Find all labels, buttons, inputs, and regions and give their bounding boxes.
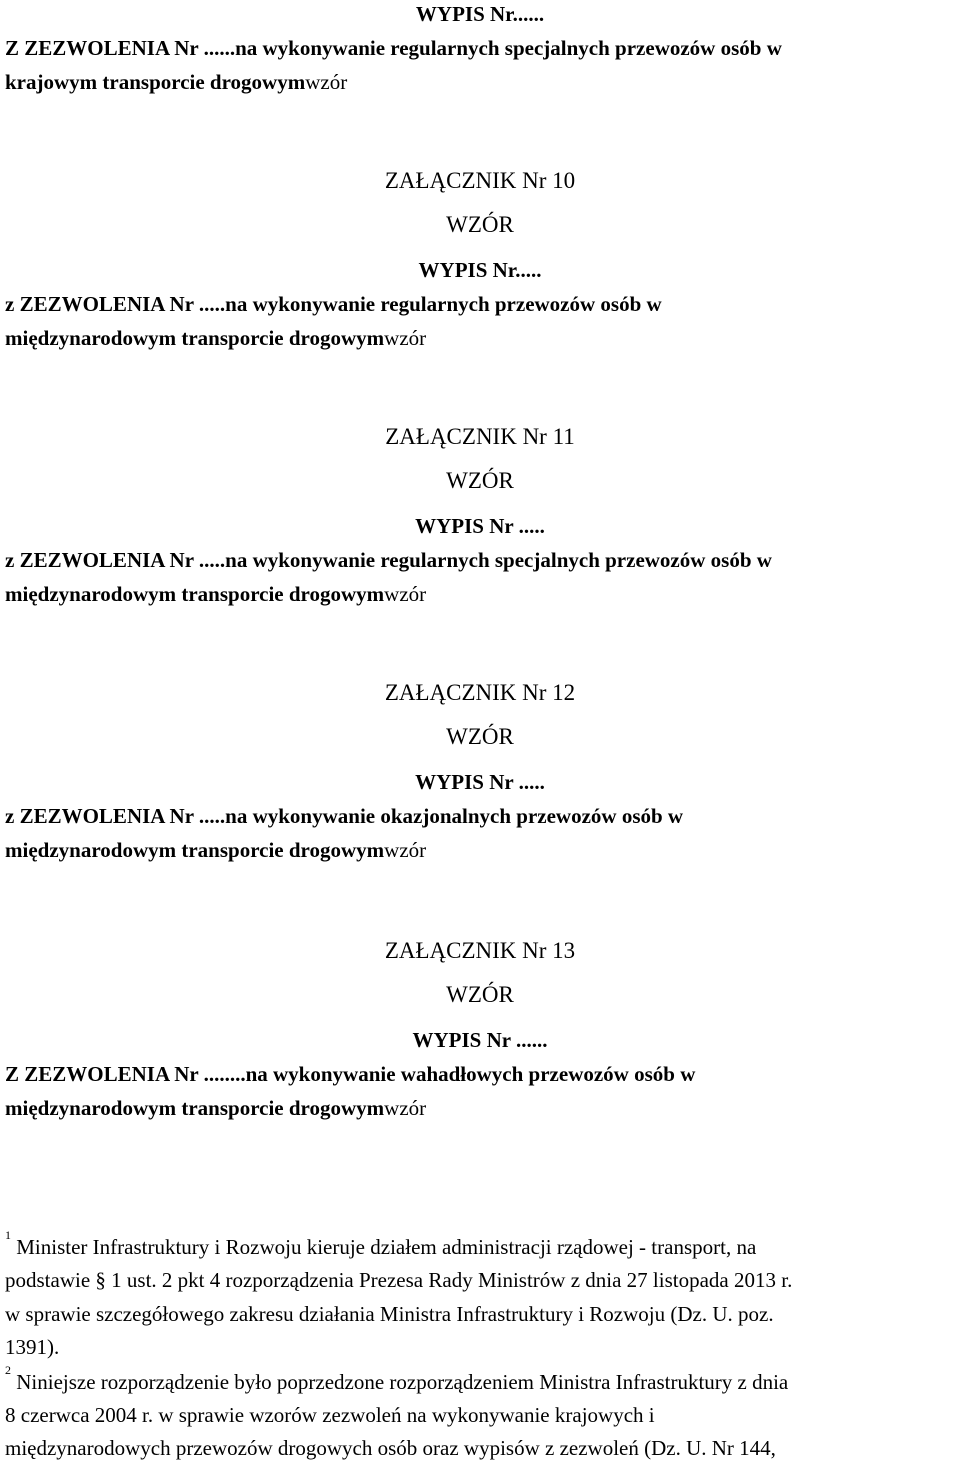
footnote-2-marker: 2 xyxy=(5,1363,11,1377)
zezwolenia-heading: z ZEZWOLENIA Nr .....na wykonywanie okazjonalnych przewozów osób w xyxy=(5,804,684,828)
zalacznik-title: ZAŁĄCZNIK Nr 11 xyxy=(385,424,575,449)
transport-text: międzynarodowym transporcie drogowym xyxy=(5,582,385,606)
wzor-label: wzór xyxy=(384,326,427,350)
footnote-1-line: w sprawie szczegółowego zakresu działania Ministra Infrastruktury i Rozwoju (Dz. U. poz. xyxy=(5,1302,774,1326)
footnote-1-text: Minister Infrastruktury i Rozwoju kieruje działem administracji rządowej - transport, na xyxy=(16,1235,757,1259)
zezwolenia-heading: Z ZEZWOLENIA Nr ......na wykonywanie regularnych specjalnych przewozów osób w xyxy=(5,36,782,60)
wzor-label: wzór xyxy=(384,838,427,862)
transport-text: międzynarodowym transporcie drogowym xyxy=(5,326,385,350)
wzor-label: wzór xyxy=(384,582,427,606)
zalacznik-title: ZAŁĄCZNIK Nr 12 xyxy=(384,680,576,705)
wzor-title: WZÓR xyxy=(446,468,514,493)
transport-line xyxy=(5,836,956,864)
zezwolenia-heading: z ZEZWOLENIA Nr .....na wykonywanie regularnych specjalnych przewozów osób w xyxy=(5,548,772,572)
footnote-1-marker: 1 xyxy=(5,1228,11,1242)
footnote-1-line xyxy=(5,1228,956,1261)
footnote-2-line: 8 czerwca 2004 r. w sprawie wzorów zezwoleń na wykonywanie krajowych i xyxy=(5,1403,655,1427)
transport-line xyxy=(5,1094,956,1122)
footnote-2-line xyxy=(5,1363,956,1396)
transport-line xyxy=(5,324,956,352)
wypis-heading: WYPIS Nr ...... xyxy=(412,1028,548,1052)
zalacznik-title: ZAŁĄCZNIK Nr 10 xyxy=(384,168,576,193)
wzor-title: WZÓR xyxy=(446,982,514,1007)
footnote-2-text: Niniejsze rozporządzenie było poprzedzone rozporządzeniem Ministra Infrastruktury z dnia xyxy=(16,1370,789,1394)
zezwolenia-heading: z ZEZWOLENIA Nr .....na wykonywanie regularnych przewozów osób w xyxy=(5,292,662,316)
transport-text: krajowym transporcie drogowym xyxy=(5,70,306,94)
zezwolenia-heading: Z ZEZWOLENIA Nr ........na wykonywanie wahadłowych przewozów osób w xyxy=(5,1062,696,1086)
transport-line xyxy=(5,68,956,96)
wzor-title: WZÓR xyxy=(446,212,514,237)
footnote-1-line: podstawie § 1 ust. 2 pkt 4 rozporządzenia Prezesa Rady Ministrów z dnia 27 listopada 2013 r. xyxy=(5,1268,793,1292)
wzor-label: wzór xyxy=(305,70,348,94)
wypis-heading: WYPIS Nr...... xyxy=(415,2,545,26)
transport-text: międzynarodowym transporcie drogowym xyxy=(5,838,385,862)
transport-line xyxy=(5,580,956,608)
transport-text: międzynarodowym transporcie drogowym xyxy=(5,1096,385,1120)
zalacznik-title: ZAŁĄCZNIK Nr 13 xyxy=(384,938,576,963)
wzor-label: wzór xyxy=(384,1096,427,1120)
footnote-1-line: 1391). xyxy=(5,1335,60,1359)
footnote-2-line: międzynarodowych przewozów drogowych osób oraz wypisów z zezwoleń (Dz. U. Nr 144, xyxy=(5,1436,776,1460)
wzor-title: WZÓR xyxy=(446,724,514,749)
wypis-heading: WYPIS Nr ..... xyxy=(415,770,545,794)
wypis-heading: WYPIS Nr..... xyxy=(418,258,542,282)
wypis-heading: WYPIS Nr ..... xyxy=(415,514,545,538)
